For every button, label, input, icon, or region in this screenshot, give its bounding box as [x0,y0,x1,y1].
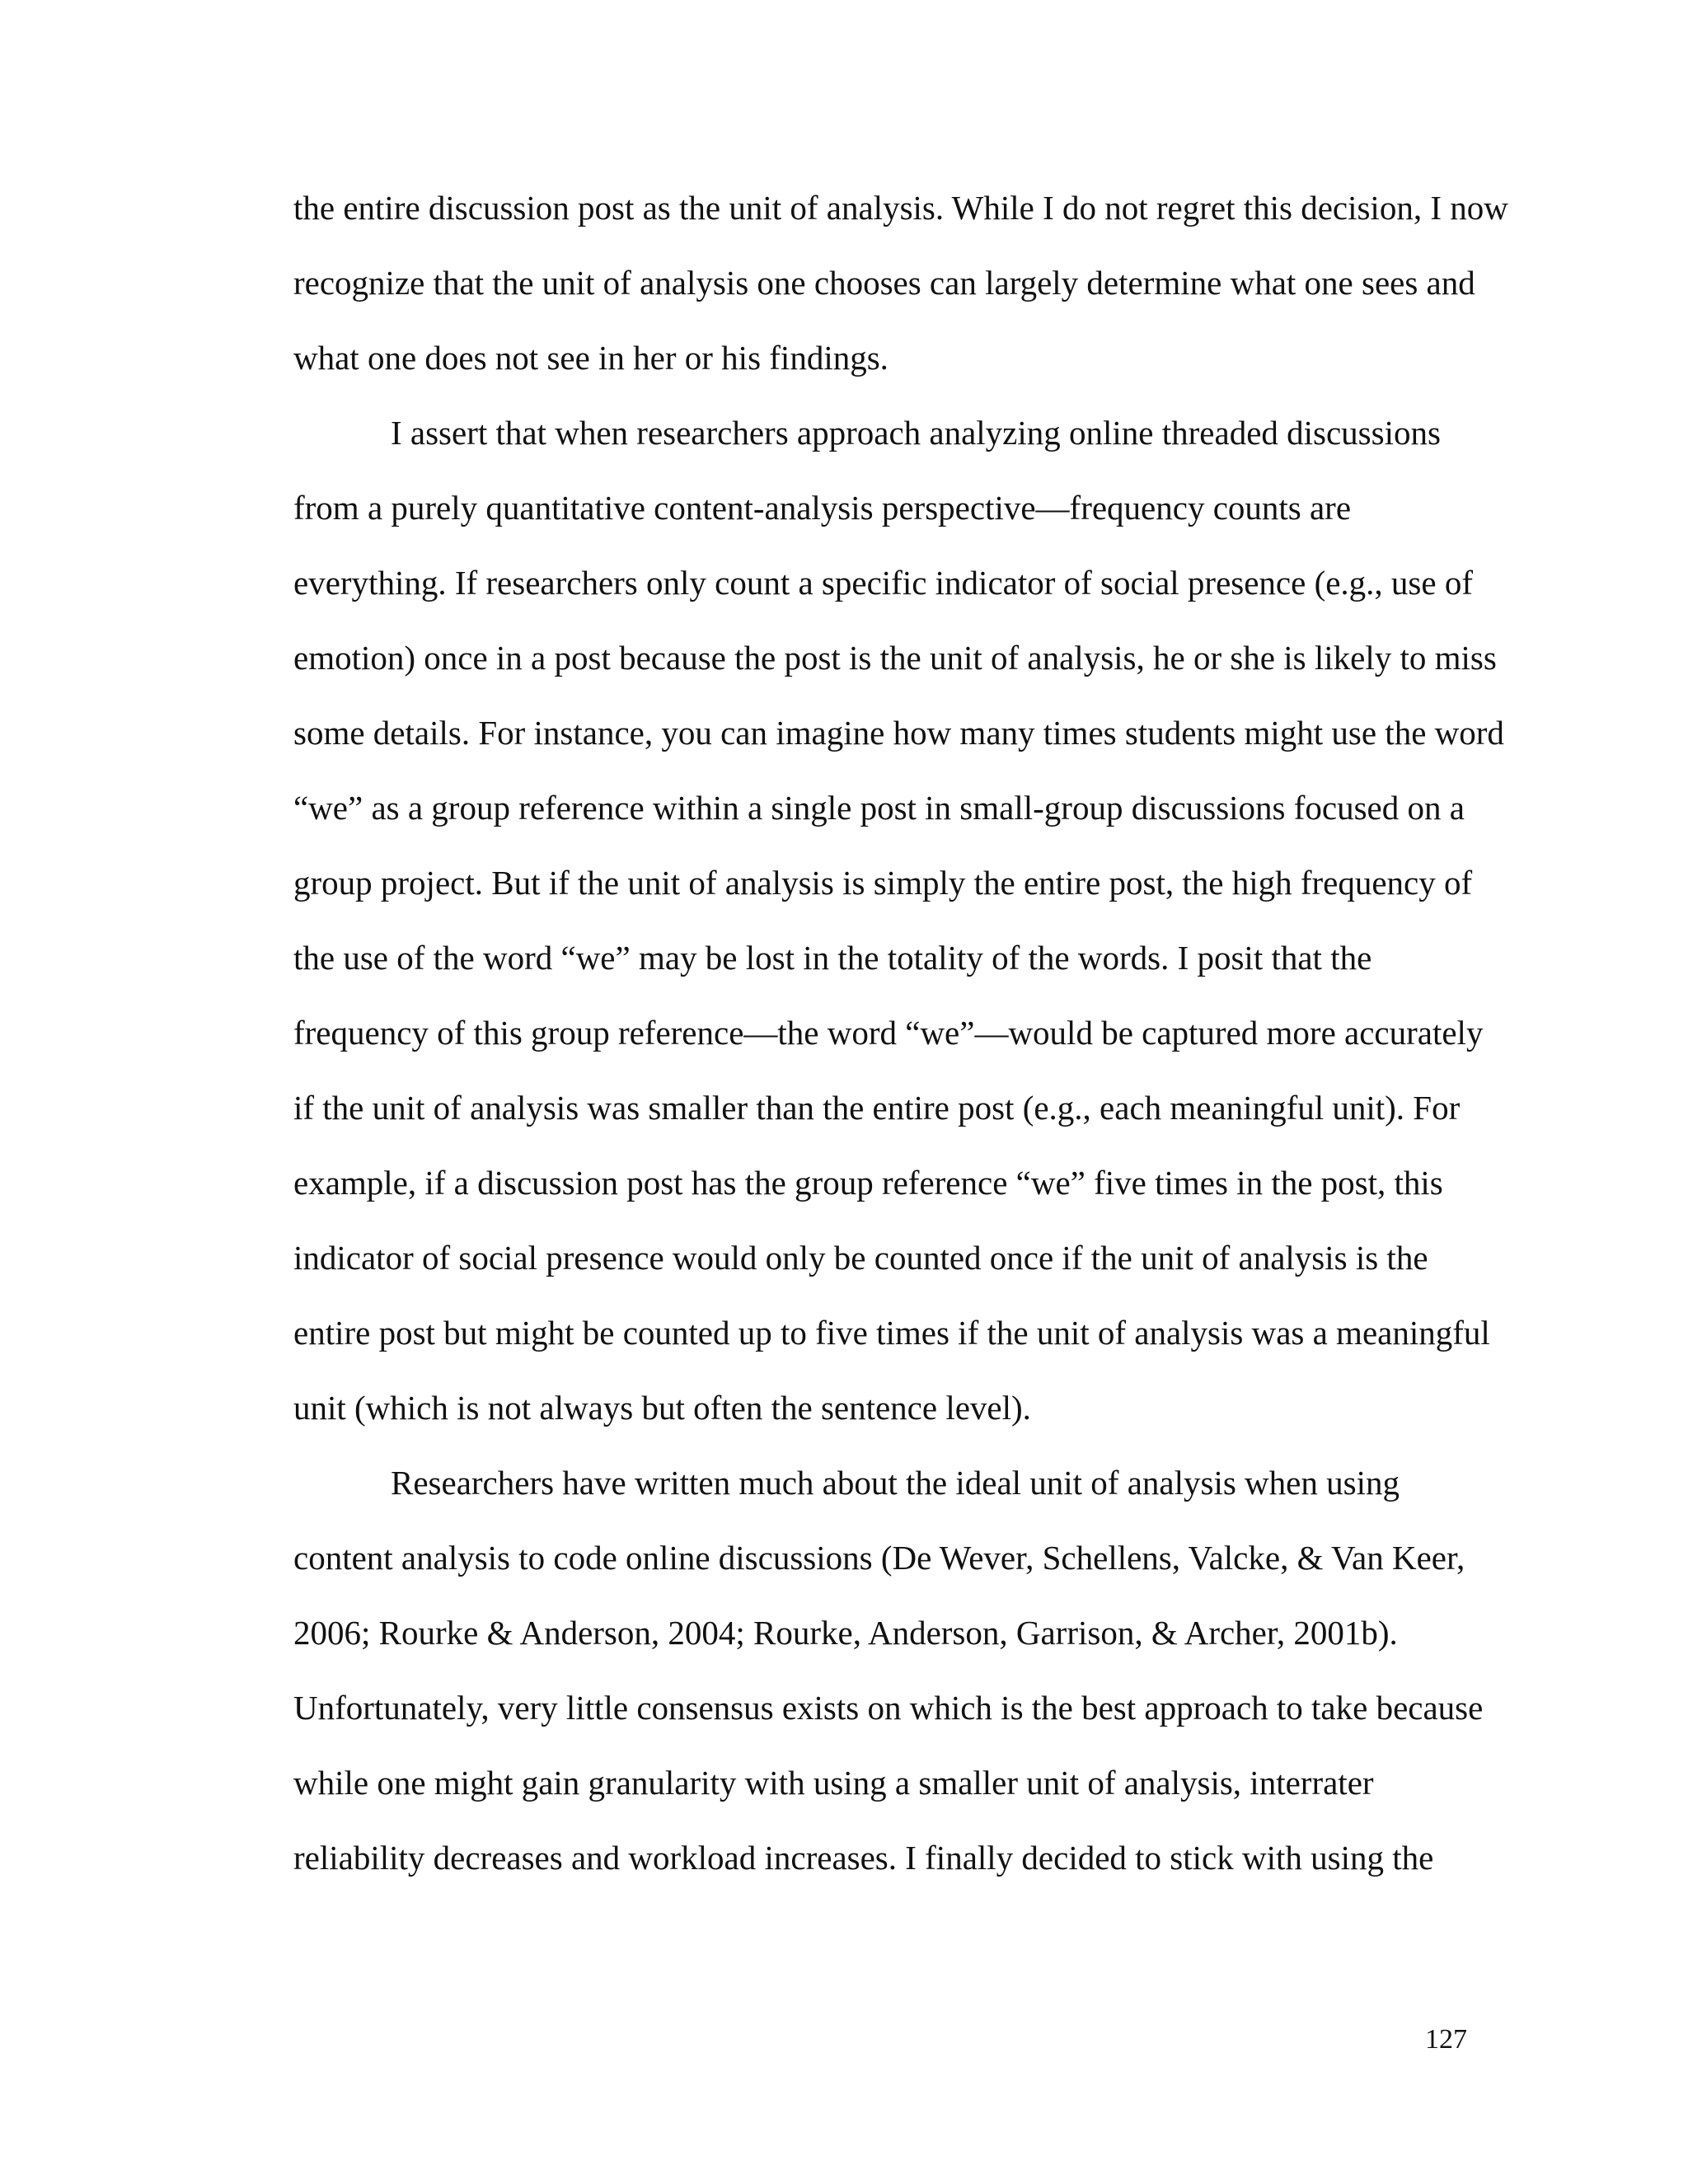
text-line: recognize that the unit of analysis one chooses can largely determine what one sees and [293,264,1475,302]
paragraph-first-line: I assert that when researchers approach analyzing online threaded discussions [391,414,1441,452]
text-line: Unfortunately, very little consensus exists on which is the best approach to take because [293,1689,1484,1727]
text-line: example, if a discussion post has the group reference “we” five times in the post, this [293,1164,1443,1202]
text-line: indicator of social presence would only be counted once if the unit of analysis is the [293,1239,1428,1277]
text-line: the use of the word “we” may be lost in the totality of the words. I posit that the [293,939,1372,977]
text-line: some details. For instance, you can imagine how many times students might use the word [293,714,1504,752]
text-line: 2006; Rourke & Anderson, 2004; Rourke, Anderson, Garrison, & Archer, 2001b). [293,1614,1398,1652]
text-line: the entire discussion post as the unit of analysis. While I do not regret this decision, I now [293,189,1508,227]
text-line: from a purely quantitative content-analysis perspective—frequency counts are [293,489,1352,527]
text-line: unit (which is not always but often the sentence level). [293,1389,1031,1427]
text-line: reliability decreases and workload increases. I finally decided to stick with using the [293,1839,1434,1877]
page-number: 127 [1425,2024,1467,2055]
text-line: entire post but might be counted up to five times if the unit of analysis was a meaningful [293,1314,1490,1352]
text-line: emotion) once in a post because the post is the unit of analysis, he or she is likely to miss [293,639,1497,677]
text-line: while one might gain granularity with using a smaller unit of analysis, interrater [293,1764,1374,1802]
text-line: content analysis to code online discussions (De Wever, Schellens, Valcke, & Van Keer, [293,1539,1465,1577]
text-line: frequency of this group reference—the word “we”—would be captured more accurately [293,1014,1484,1052]
text-line: “we” as a group reference within a single post in small-group discussions focused on a [293,789,1465,827]
text-line: what one does not see in her or his findings. [293,339,889,377]
text-line: group project. But if the unit of analysis is simply the entire post, the high frequency of [293,864,1473,902]
text-line: if the unit of analysis was smaller than the entire post (e.g., each meaningful unit). For [293,1089,1461,1127]
text-line: everything. If researchers only count a specific indicator of social presence (e.g., use of [293,564,1473,602]
paragraph-first-line: Researchers have written much about the ideal unit of analysis when using [391,1464,1400,1502]
